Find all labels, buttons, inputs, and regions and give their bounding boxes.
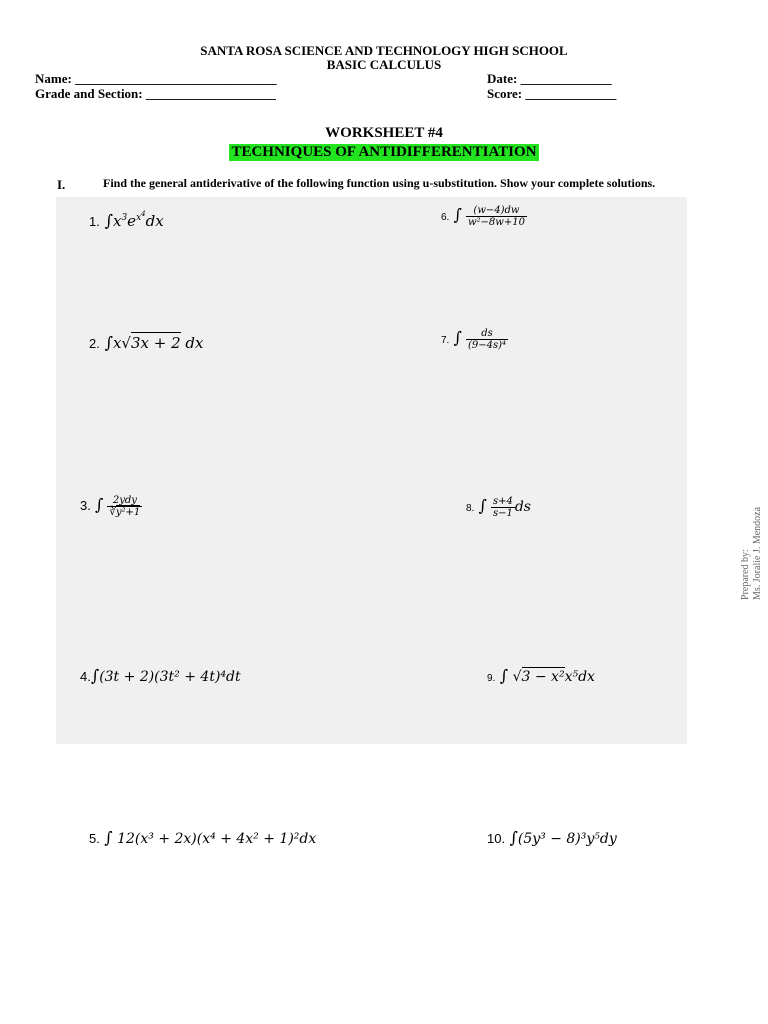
section-instructions: Find the general antiderivative of the following function using u-substitution. Show your complete solutions. xyxy=(103,176,656,190)
problem-8: 8. ∫ $\frac{s+4}{s-1}$ ds xyxy=(466,496,531,519)
problem-number: 7. xyxy=(441,335,450,346)
worksheet-subtitle: TECHNIQUES OF ANTIDIFFERENTIATION xyxy=(231,144,537,160)
work-area-panel xyxy=(56,197,687,744)
prepared-by-note xyxy=(740,507,764,600)
problem-10: 10. ∫(5y³ − 8)³y⁵dy xyxy=(487,828,617,847)
section-number: I. xyxy=(57,177,66,192)
author-name: Ms. Joralie J. Mendoza xyxy=(752,506,763,600)
problem-number: 10. xyxy=(487,831,506,846)
course-name: BASIC CALCULUS xyxy=(326,57,442,72)
problem-number: 3. xyxy=(80,498,91,513)
problem-2: 2. ∫x√3x + 2 dx xyxy=(89,333,204,352)
problem-number: 5. xyxy=(89,831,100,846)
problem-number: 2. xyxy=(89,336,100,351)
worksheet-subtitle-wrap xyxy=(0,143,768,161)
problem-number: 6. xyxy=(441,212,450,223)
problem-6: 6. ∫ $\frac{(w-4)dw}{\text{w²−8w+10}}$ xyxy=(441,205,525,228)
problem-7: 7. ∫ $\frac{ds}{\text{(9−4s)⁴}}$ xyxy=(441,328,507,351)
problem-9: 9. ∫ √3 − x²x⁵dx xyxy=(487,666,595,685)
worksheet-title: WORKSHEET #4 xyxy=(325,125,443,141)
problem-3: 3. ∫ $\frac{\text{2ydy}}{\text{∛y²+1}}$ xyxy=(80,495,141,518)
problem-number: 8. xyxy=(466,503,475,514)
school-name: SANTA ROSA SCIENCE AND TECHNOLOGY HIGH SCHOOL xyxy=(200,43,568,58)
prepared-by-label: Prepared by: xyxy=(740,549,751,600)
problem-number: 9. xyxy=(487,673,496,684)
grade-section-field: Grade and Section: ____________________ xyxy=(35,86,276,101)
problem-1: 1. $\int x^3e^{x^4}dx$ xyxy=(89,210,164,230)
score-field: Score: ______________ xyxy=(487,86,617,101)
problem-number: 1. xyxy=(89,214,100,229)
problem-number: 4. xyxy=(80,669,91,684)
date-field: Date: ______________ xyxy=(487,71,612,86)
problem-5: 5. ∫ 12(x³ + 2x)(x⁴ + 4x² + 1)²dx xyxy=(89,828,317,847)
name-field: Name: _______________________________ xyxy=(35,71,277,86)
problem-4: 4.∫(3t + 2)(3t² + 4t)⁴dt xyxy=(80,666,241,685)
